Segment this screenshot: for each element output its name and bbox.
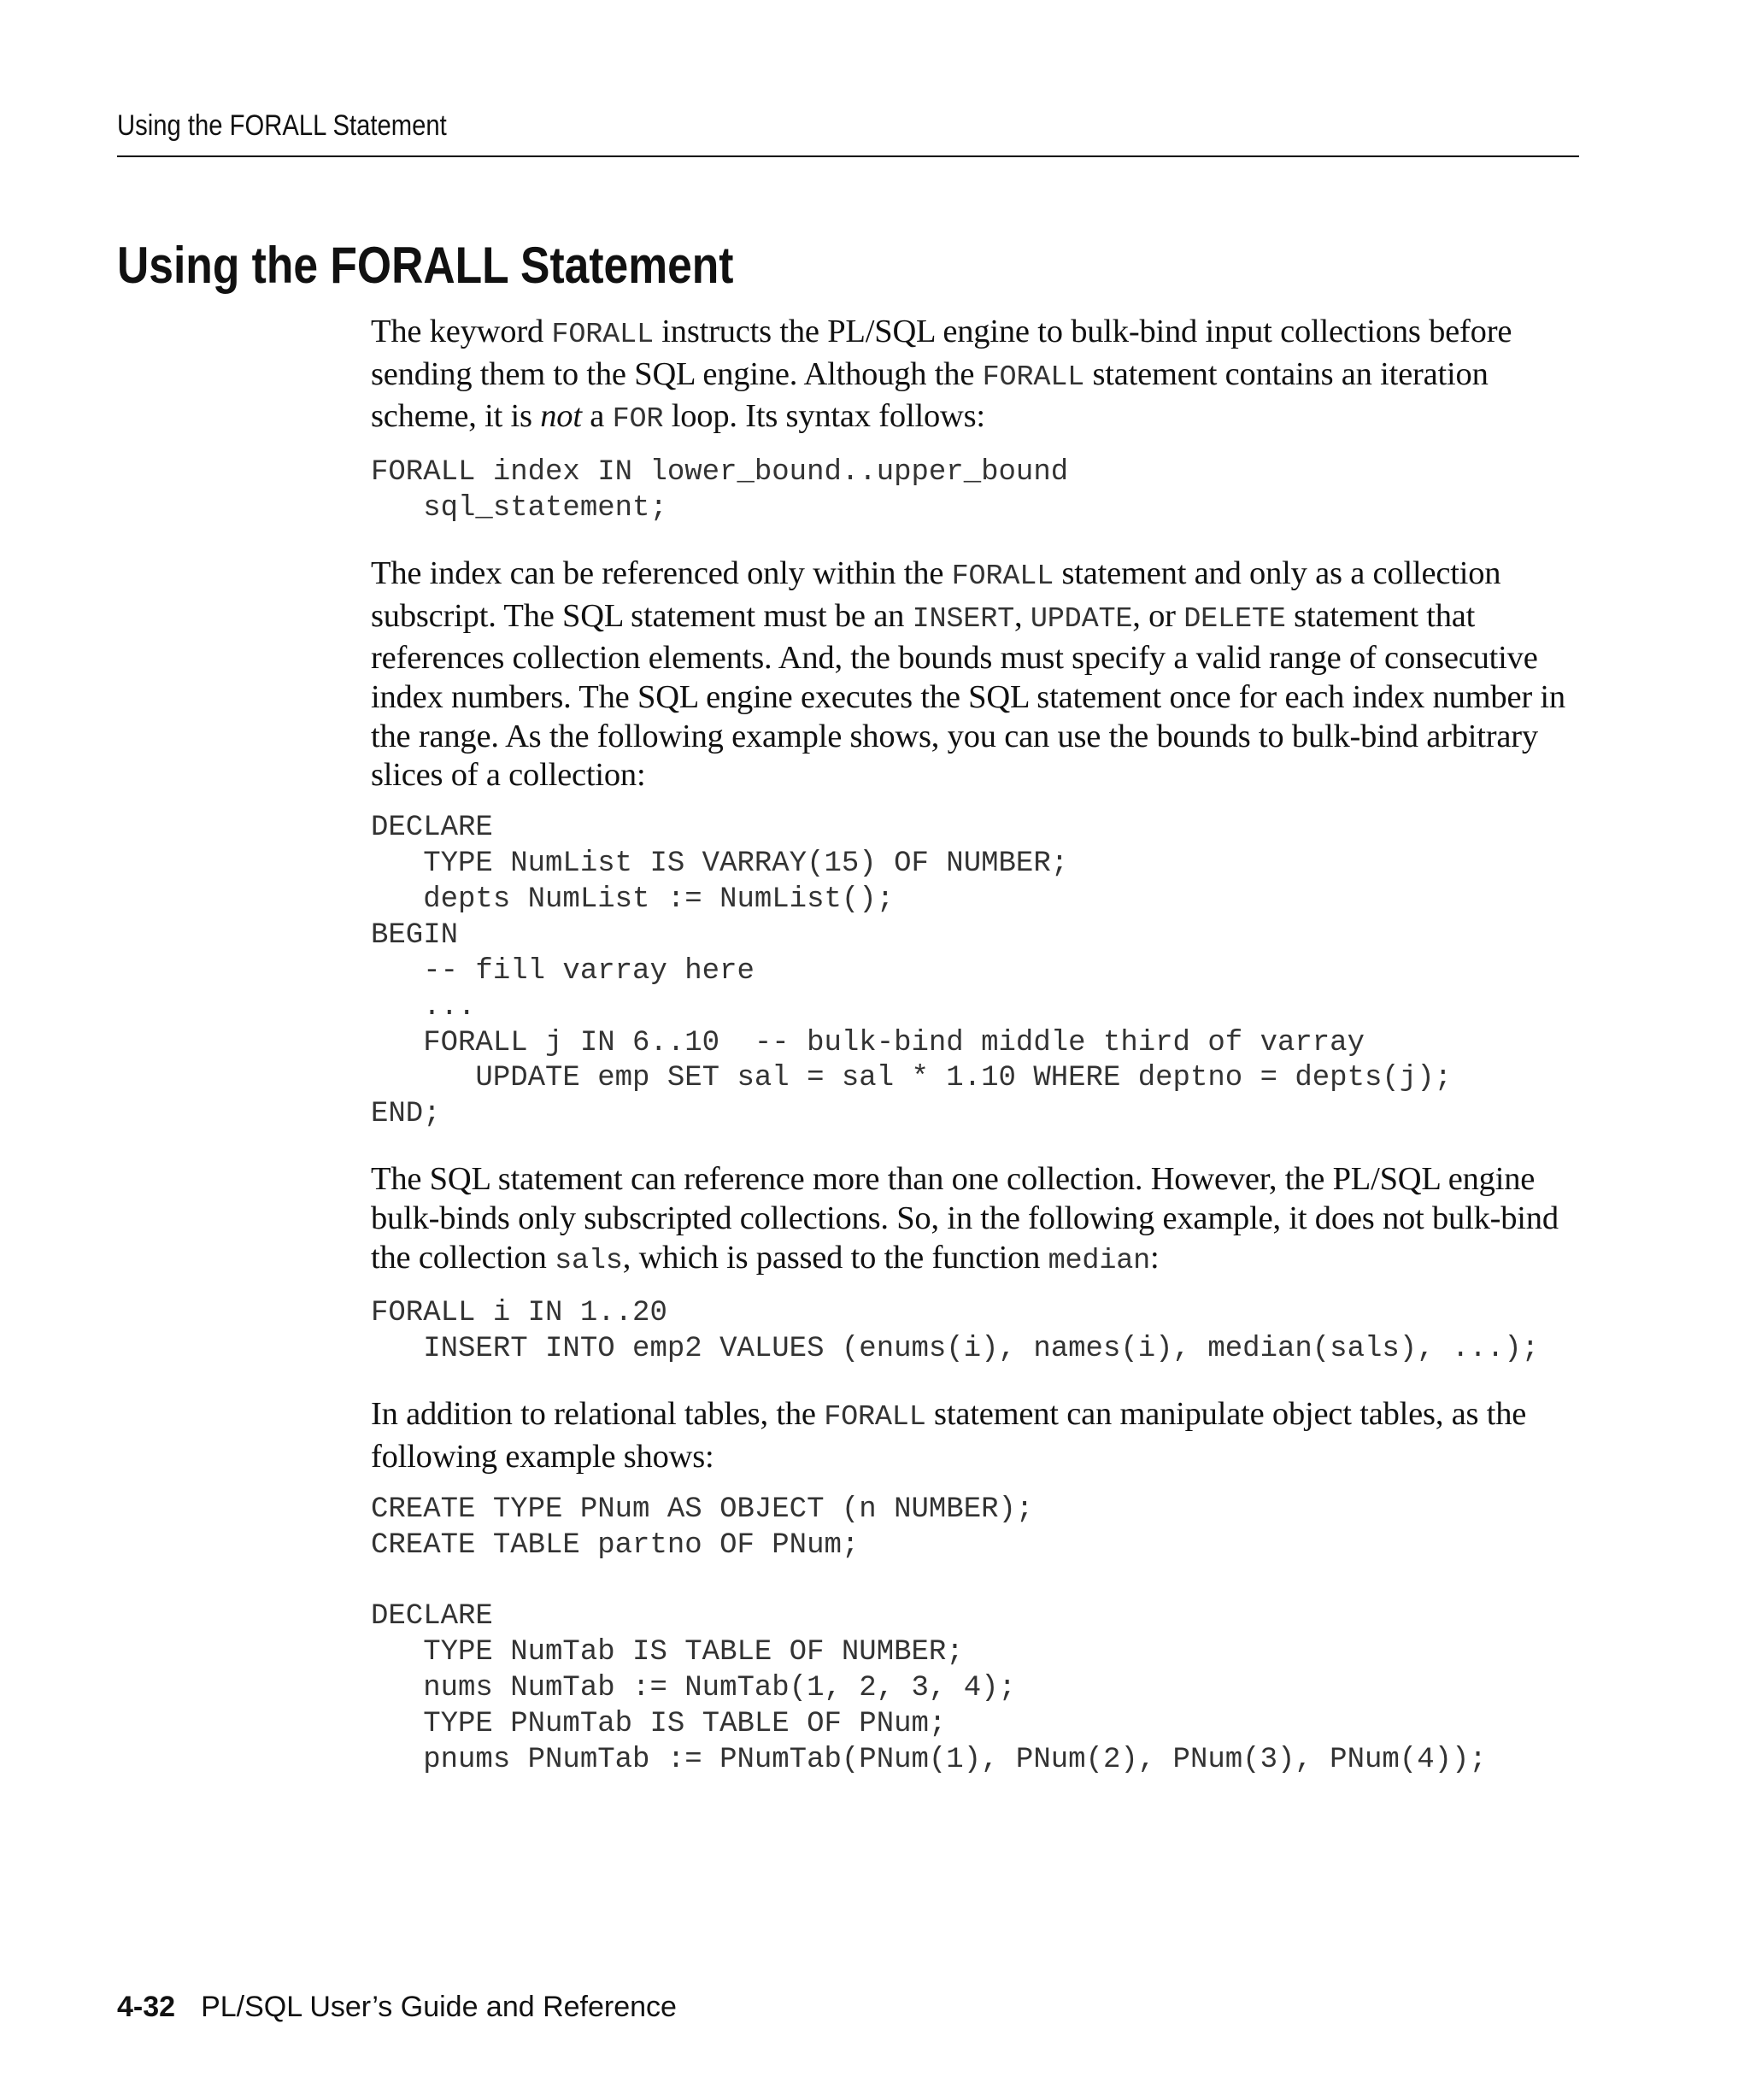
book-title: PL/SQL User’s Guide and Reference bbox=[201, 1991, 677, 2023]
header-rule bbox=[117, 155, 1579, 157]
inline-code: UPDATE bbox=[1030, 602, 1133, 636]
paragraph-index-usage: The index can be referenced only within the FORALL statement and only as a collection subscript. The SQL statement must be an INSERT, UPDATE, or DELETE statement that references collection elements. And, the bounds must specify a valid range of consecutive index numbers. The SQL engine executes the SQL statement once for each index number in the range. As the following example shows, you can use the bounds to bulk-bind arbitrary slices of a collection: bbox=[371, 554, 1565, 794]
body-content bbox=[371, 313, 1584, 1779]
inline-code: FOR bbox=[612, 403, 664, 437]
running-header: Using the FORALL Statement bbox=[117, 109, 447, 142]
code-block-syntax: FORALL index IN lower_bound..upper_bound sql_statement; bbox=[371, 456, 1069, 525]
code-block-object-table-example: CREATE TYPE PNum AS OBJECT (n NUMBER); CREATE TABLE partno OF PNum; DECLARE TYPE NumTab IS TABLE OF NUMBER; nums NumTab := NumTab(1, 2, 3, 4); TYPE PNumTab IS TABLE OF PNum; pnums PNumTab := PNumTab(PNum(1), PNum(2), PNum(3), PNum(4)); bbox=[371, 1493, 1487, 1776]
inline-code: sals bbox=[555, 1244, 623, 1277]
code-block-varray-example: DECLARE TYPE NumList IS VARRAY(15) OF NUMBER; depts NumList := NumList(); BEGIN -- fill varray here ... FORALL j IN 6..10 -- bulk-bind middle third of varray UPDATE emp SET sal = sal * 1.10 WHERE deptno = depts(j); END; bbox=[371, 812, 1453, 1131]
inline-code: FORALL bbox=[982, 361, 1085, 394]
page-footer bbox=[117, 1991, 677, 2024]
page-number: 4-32 bbox=[117, 1991, 176, 2023]
code-block-insert-example: FORALL i IN 1..20 INSERT INTO emp2 VALUES (enums(i), names(i), median(sals), ...); bbox=[371, 1297, 1540, 1366]
paragraph-multiple-collections: The SQL statement can reference more than one collection. However, the PL/SQL engine bulk-binds only subscripted collections. So, in the following example, it does not bulk-bind the collection sals, which is passed to the function median: bbox=[371, 1161, 1559, 1277]
inline-code: median bbox=[1048, 1244, 1151, 1277]
paragraph-forall-intro: The keyword FORALL instructs the PL/SQL engine to bulk-bind input collections before sending them to the SQL engine. Although the FORALL statement contains an iteration scheme, it is not a FOR loop. Its syntax follows: bbox=[371, 314, 1512, 437]
section-title: Using the FORALL Statement bbox=[117, 237, 734, 294]
inline-code: FORALL bbox=[824, 1401, 926, 1434]
emphasis: not bbox=[540, 398, 582, 435]
paragraph-object-tables: In addition to relational tables, the FORALL statement can manipulate object tables, as the following example shows: bbox=[371, 1396, 1527, 1475]
inline-code: DELETE bbox=[1183, 602, 1286, 636]
inline-code: FORALL bbox=[551, 319, 654, 351]
inline-code: INSERT bbox=[912, 602, 1014, 636]
inline-code: FORALL bbox=[951, 560, 1054, 593]
